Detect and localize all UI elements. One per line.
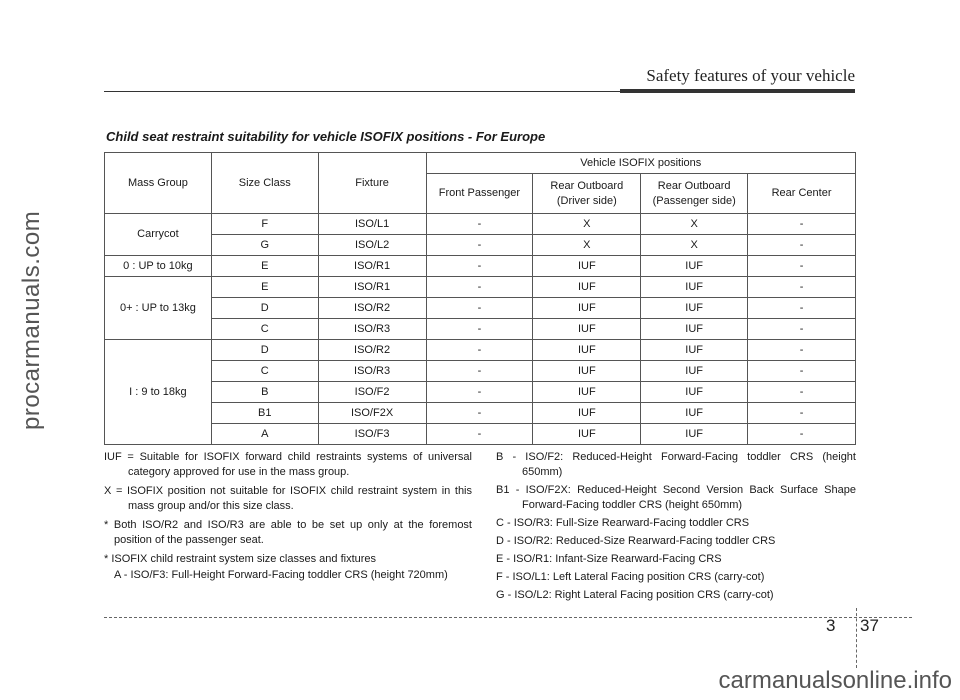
cell-rear-outboard-driver: IUF (533, 340, 641, 361)
notes-right (496, 450, 856, 606)
cell-mass-group: 0 : UP to 10kg (105, 256, 212, 277)
cell-size-class: C (211, 361, 318, 382)
header-fixture: Fixture (318, 153, 426, 214)
cell-mass-group: Carrycot (105, 214, 212, 256)
cell-size-class: D (211, 340, 318, 361)
cell-rear-outboard-passenger: IUF (641, 424, 748, 445)
cell-rear-center: - (748, 298, 856, 319)
cell-rear-center: - (748, 361, 856, 382)
cell-size-class: F (211, 214, 318, 235)
cell-front-passenger: - (426, 403, 533, 424)
cell-fixture: ISO/R1 (318, 256, 426, 277)
cell-size-class: B (211, 382, 318, 403)
cell-rear-center: - (748, 424, 856, 445)
note-x: X = ISOFIX position not suitable for ISOFIX child restraint system in this mass group and/or this size class. (104, 485, 472, 512)
cell-rear-center: - (748, 235, 856, 256)
cell-front-passenger: - (426, 235, 533, 256)
header-rear-outboard-passenger (641, 174, 748, 214)
cell-size-class: E (211, 277, 318, 298)
header-mass-group: Mass Group (105, 153, 212, 214)
isofix-suitability-table (104, 152, 856, 445)
cell-size-class: D (211, 298, 318, 319)
legend-item-e: E - ISO/R1: Infant-Size Rearward-Facing CRS (496, 553, 722, 565)
cell-fixture: ISO/R1 (318, 277, 426, 298)
cell-front-passenger: - (426, 382, 533, 403)
cell-rear-outboard-passenger: X (641, 214, 748, 235)
table-row (105, 382, 856, 403)
cell-fixture: ISO/L2 (318, 235, 426, 256)
table-row (105, 403, 856, 424)
chapter-number: 3 (826, 616, 836, 635)
cell-rear-outboard-passenger: IUF (641, 361, 748, 382)
cell-rear-outboard-passenger: IUF (641, 340, 748, 361)
cell-rear-outboard-driver: IUF (533, 256, 641, 277)
cell-rear-center: - (748, 340, 856, 361)
cell-rear-outboard-passenger: IUF (641, 277, 748, 298)
cell-fixture: ISO/R3 (318, 361, 426, 382)
cell-size-class: G (211, 235, 318, 256)
header-vehicle-isofix-positions: Vehicle ISOFIX positions (426, 153, 856, 174)
note-both: * Both ISO/R2 and ISO/R3 are able to be set up only at the foremost position of the passenger seat. (104, 519, 472, 546)
cell-rear-center: - (748, 382, 856, 403)
cell-rear-outboard-driver: IUF (533, 424, 641, 445)
cell-rear-center: - (748, 277, 856, 298)
footer-divider (856, 608, 857, 668)
footer-rule (104, 617, 912, 618)
cell-front-passenger: - (426, 361, 533, 382)
cell-rear-outboard-passenger: IUF (641, 319, 748, 340)
cell-rear-outboard-driver: X (533, 214, 641, 235)
cell-rear-center: - (748, 403, 856, 424)
section-title: Child seat restraint suitability for vehicle ISOFIX positions - For Europe (106, 129, 546, 144)
cell-front-passenger: - (426, 256, 533, 277)
cell-fixture: ISO/R2 (318, 298, 426, 319)
cell-rear-center: - (748, 214, 856, 235)
cell-rear-outboard-passenger: X (641, 235, 748, 256)
header-rear-outboard-passenger-line1: Rear Outboard (657, 179, 731, 192)
header-rear-outboard-driver (533, 174, 641, 214)
cell-front-passenger: - (426, 214, 533, 235)
page-header-title: Safety features of your vehicle (646, 66, 855, 85)
cell-mass-group: I : 9 to 18kg (105, 340, 212, 445)
cell-rear-outboard-driver: IUF (533, 382, 641, 403)
cell-fixture: ISO/R3 (318, 319, 426, 340)
cell-size-class: C (211, 319, 318, 340)
cell-fixture: ISO/L1 (318, 214, 426, 235)
legend-item-d: D - ISO/R2: Reduced-Size Rearward-Facing toddler CRS (496, 535, 776, 547)
cell-rear-outboard-driver: IUF (533, 403, 641, 424)
cell-fixture: ISO/R2 (318, 340, 426, 361)
cell-rear-outboard-passenger: IUF (641, 382, 748, 403)
legend-item-a: A - ISO/F3: Full-Height Forward-Facing toddler CRS (height 720mm) (114, 569, 448, 581)
table-row (105, 256, 856, 277)
cell-fixture: ISO/F2X (318, 403, 426, 424)
cell-fixture: ISO/F3 (318, 424, 426, 445)
header-size-class: Size Class (211, 153, 318, 214)
cell-front-passenger: - (426, 340, 533, 361)
cell-size-class: E (211, 256, 318, 277)
cell-rear-outboard-driver: IUF (533, 319, 641, 340)
legend-item-f: F - ISO/L1: Left Lateral Facing position CRS (carry-cot) (496, 571, 765, 583)
notes-left (104, 450, 472, 586)
cell-mass-group: 0+ : UP to 13kg (105, 277, 212, 340)
cell-rear-outboard-driver: IUF (533, 277, 641, 298)
table-row (105, 319, 856, 340)
cell-front-passenger: - (426, 298, 533, 319)
cell-rear-center: - (748, 319, 856, 340)
cell-rear-outboard-passenger: IUF (641, 298, 748, 319)
cell-size-class: B1 (211, 403, 318, 424)
table-row (105, 277, 856, 298)
cell-front-passenger: - (426, 319, 533, 340)
cell-front-passenger: - (426, 277, 533, 298)
cell-rear-outboard-driver: IUF (533, 361, 641, 382)
cell-rear-outboard-passenger: IUF (641, 256, 748, 277)
cell-rear-outboard-driver: IUF (533, 298, 641, 319)
header-rear-center: Rear Center (748, 174, 856, 214)
legend-item-g: G - ISO/L2: Right Lateral Facing position CRS (carry-cot) (496, 589, 774, 601)
header-rear-outboard-driver-line1: Rear Outboard (550, 179, 624, 192)
header-rear-outboard-passenger-line2: (Passenger side) (652, 194, 736, 207)
cell-front-passenger: - (426, 424, 533, 445)
note-iuf: IUF = Suitable for ISOFIX forward child restraints systems of universal category approved for use in the mass group. (104, 451, 472, 478)
watermark-left: procarmanuals.com (18, 210, 45, 430)
cell-size-class: A (211, 424, 318, 445)
table-row (105, 298, 856, 319)
page-number: 37 (860, 616, 879, 635)
table-row (105, 214, 856, 235)
legend-item-b1: B1 - ISO/F2X: Reduced-Height Second Version Back Surface Shape Forward-Facing toddler CRS (height 650mm) (496, 484, 856, 511)
cell-rear-center: - (748, 256, 856, 277)
header-rear-outboard-driver-line2: (Driver side) (556, 194, 617, 207)
table-body (105, 214, 856, 445)
header-rule-accent (620, 89, 855, 93)
table-row (105, 361, 856, 382)
table-row (105, 340, 856, 361)
cell-rear-outboard-passenger: IUF (641, 403, 748, 424)
table-row (105, 424, 856, 445)
header-front-passenger: Front Passenger (426, 174, 533, 214)
cell-rear-outboard-driver: X (533, 235, 641, 256)
legend-item-b: B - ISO/F2: Reduced-Height Forward-Facing toddler CRS (height 650mm) (496, 451, 856, 478)
watermark-bottom: carmanualsonline.info (718, 667, 952, 694)
note-isofix-classes: * ISOFIX child restraint system size classes and fixtures (104, 553, 377, 565)
cell-fixture: ISO/F2 (318, 382, 426, 403)
table-row (105, 235, 856, 256)
legend-item-c: C - ISO/R3: Full-Size Rearward-Facing toddler CRS (496, 517, 750, 529)
